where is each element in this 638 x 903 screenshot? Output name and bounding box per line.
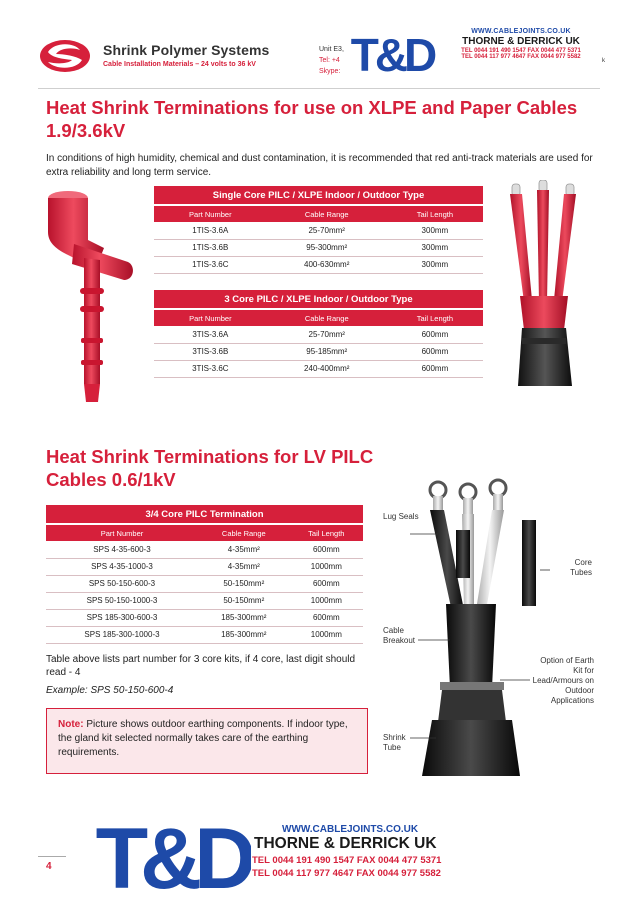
- single-core-termination-image: [34, 188, 152, 408]
- table-row: [46, 541, 363, 558]
- section1-title: Heat Shrink Terminations for use on XLPE and Paper Cables 1.9/3.6kV: [46, 97, 578, 141]
- table-cell: SPS 50-150-600-3: [46, 575, 198, 592]
- label-lug-seals: Lug Seals: [383, 512, 419, 521]
- table-cell: 1TIS-3.6B: [154, 239, 267, 256]
- label-core-tubes: Core Tubes: [570, 558, 592, 577]
- note-box-text: [58, 718, 348, 760]
- table-cell: 185-300mm²: [198, 626, 290, 643]
- three-core-termination-image: [498, 180, 590, 390]
- company-name-footer: THORNE & DERRICK UK: [254, 835, 437, 852]
- table-row: [154, 239, 483, 256]
- table-row: [154, 360, 483, 377]
- section2-title: Heat Shrink Terminations for LV PILC Cables 0.6/1kV: [46, 446, 374, 490]
- table-cell: 50-150mm²: [198, 592, 290, 609]
- table-cell: 4-35mm²: [198, 541, 290, 558]
- single-core-table: [154, 186, 483, 274]
- brand-name: Shrink Polymer Systems: [103, 42, 270, 58]
- three-core-table: [154, 290, 483, 378]
- table-cell: 300mm: [387, 256, 483, 273]
- table-cell: SPS 185-300-600-3: [46, 609, 198, 626]
- table-cell: 600mm: [290, 575, 363, 592]
- brand-tagline: Cable Installation Materials – 24 volts to 36 kV: [103, 61, 256, 68]
- contact-block-top: [440, 28, 602, 60]
- table3-caption: 3/4 Core PILC Termination: [46, 505, 363, 524]
- lv-pilc-table: [46, 505, 363, 644]
- table-cell: 300mm: [387, 222, 483, 239]
- table-cell: 400-630mm²: [267, 256, 387, 273]
- note-body: Picture shows outdoor earthing components. If indoor type, the gland kit selected normally takes care of the earthing requirements.: [58, 719, 348, 758]
- table-cell: SPS 185-300-1000-3: [46, 626, 198, 643]
- tel-fax-line-1-top: TEL 0044 191 490 1547 FAX 0044 477 5371: [461, 48, 581, 54]
- table3-header-part: Part Number: [46, 524, 198, 541]
- table-cell: 600mm: [290, 609, 363, 626]
- table-cell: 300mm: [387, 239, 483, 256]
- table-cell: 3TIS-3.6C: [154, 360, 267, 377]
- td-logo-top-text: T&D: [350, 29, 434, 80]
- tel-fax-line-2-footer: TEL 0044 117 977 4647 FAX 0044 977 5582: [252, 868, 441, 879]
- table-row: [46, 558, 363, 575]
- table-cell: 185-300mm²: [198, 609, 290, 626]
- footer-divider: [38, 856, 66, 857]
- table-cell: 95-300mm²: [267, 239, 387, 256]
- label-earth-kit: Option of Earth Kit for Lead/Armours on Outdoor Applications: [532, 656, 594, 705]
- example-note: Example: SPS 50-150-600-4: [46, 685, 174, 696]
- table-cell: 25-70mm²: [267, 326, 387, 343]
- label-shrink-tube: Shrink Tube: [383, 733, 406, 752]
- table-cell: 600mm: [387, 343, 483, 360]
- table-cell: 4-35mm²: [198, 558, 290, 575]
- table-row: [154, 326, 483, 343]
- table-cell: 1TIS-3.6A: [154, 222, 267, 239]
- page-number: 4: [46, 861, 52, 872]
- table3-header-range: Cable Range: [198, 524, 290, 541]
- table-cell: SPS 4-35-1000-3: [46, 558, 198, 575]
- table-cell: SPS 50-150-1000-3: [46, 592, 198, 609]
- table2-caption: 3 Core PILC / XLPE Indoor / Outdoor Type: [154, 290, 483, 309]
- table1-header-part: Part Number: [154, 205, 267, 222]
- table-cell: 1000mm: [290, 558, 363, 575]
- td-logo-footer-text: T&D: [95, 811, 249, 898]
- header-trailing-text: k: [602, 58, 605, 64]
- table-row: [154, 222, 483, 239]
- table-row: [46, 575, 363, 592]
- table-cell: 25-70mm²: [267, 222, 387, 239]
- table-note: Table above lists part number for 3 core kits, if 4 core, last digit should read - 4: [46, 654, 356, 678]
- tel-line: Tel: +4: [319, 57, 340, 64]
- tel-fax-line-2-top: TEL 0044 117 977 4647 FAX 0044 977 5582: [461, 54, 581, 60]
- company-name-top: THORNE & DERRICK UK: [462, 36, 580, 47]
- td-logo-top-icon: [346, 28, 438, 80]
- table-cell: 600mm: [387, 360, 483, 377]
- skype-line: Skype:: [319, 68, 341, 75]
- table-cell: 1TIS-3.6C: [154, 256, 267, 273]
- table-cell: 1000mm: [290, 626, 363, 643]
- website-footer[interactable]: WWW.CABLEJOINTS.CO.UK: [282, 824, 419, 835]
- table2-header-part: Part Number: [154, 309, 267, 326]
- table-cell: 50-150mm²: [198, 575, 290, 592]
- section1-intro: In conditions of high humidity, chemical and dust contamination, it is recommended that red anti-track materials are used for extra reliability and long term service.: [46, 153, 593, 178]
- address-block: [319, 44, 344, 77]
- table-cell: SPS 4-35-600-3: [46, 541, 198, 558]
- address-line: Unit E3,: [319, 46, 344, 53]
- table3-header-tail: Tail Length: [290, 524, 363, 541]
- table-cell: 95-185mm²: [267, 343, 387, 360]
- table-row: [46, 592, 363, 609]
- table-row: [154, 343, 483, 360]
- note-label: Note:: [58, 719, 84, 730]
- table2-header-range: Cable Range: [267, 309, 387, 326]
- table-cell: 3TIS-3.6A: [154, 326, 267, 343]
- td-logo-footer-icon: [93, 808, 251, 898]
- table-row: [154, 256, 483, 273]
- table-cell: 600mm: [290, 541, 363, 558]
- website-top[interactable]: WWW.CABLEJOINTS.CO.UK: [471, 28, 571, 35]
- shrink-polymer-logo-icon: [38, 38, 92, 74]
- table-row: [46, 609, 363, 626]
- header-divider: [38, 88, 600, 89]
- table-cell: 1000mm: [290, 592, 363, 609]
- table-row: [46, 626, 363, 643]
- table2-header-tail: Tail Length: [387, 309, 483, 326]
- table-cell: 3TIS-3.6B: [154, 343, 267, 360]
- table-cell: 600mm: [387, 326, 483, 343]
- table1-header-tail: Tail Length: [387, 205, 483, 222]
- tel-fax-line-1-footer: TEL 0044 191 490 1547 FAX 0044 477 5371: [252, 855, 442, 866]
- label-cable-breakout: Cable Breakout: [383, 626, 416, 645]
- contact-block-footer: [252, 824, 512, 879]
- table-cell: 240-400mm²: [267, 360, 387, 377]
- table1-caption: Single Core PILC / XLPE Indoor / Outdoor Type: [154, 186, 483, 205]
- table1-header-range: Cable Range: [267, 205, 387, 222]
- callout-lines: [380, 500, 602, 760]
